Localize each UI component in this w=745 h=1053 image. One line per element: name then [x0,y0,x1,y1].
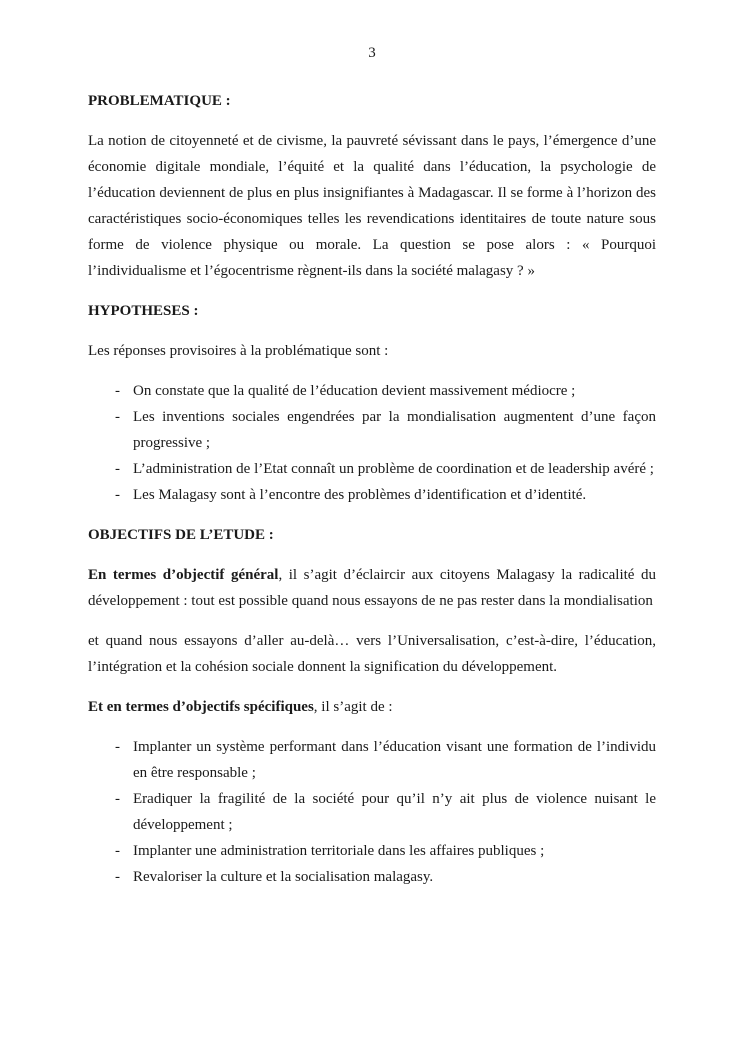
dash-marker: - [115,791,120,807]
list-item-text: Eradiquer la fragilité de la société pour qu’il n’y ait plus de violence nuisant le développement ; [133,791,656,833]
dash-marker: - [115,487,120,503]
list-item-text: L’administration de l’Etat connaît un problème de coordination et de leadership avéré ; [133,461,654,477]
section-heading-hypotheses: HYPOTHESES : [88,303,199,319]
section-heading-objectifs: OBJECTIFS DE L’ETUDE : [88,527,274,543]
objectif-general-bold-lead: En termes d’objectif général [88,567,279,583]
hypotheses-list [88,378,656,508]
page-number: 3 [368,45,376,61]
list-item [115,456,656,482]
list-item-text: Implanter une administration territoriale dans les affaires publiques ; [133,843,545,859]
objectif-general-text: , il s’agit d’éclaircir aux citoyens Malagasy la radicalité du développement : tout est possible quand nous essayons de ne pas rester dans la mondialisation [88,567,656,609]
list-item [115,838,656,864]
objectifs-specifiques-bold-lead: Et en termes d’objectifs spécifiques [88,699,314,715]
list-item [115,482,656,508]
list-item-text: Les inventions sociales engendrées par la mondialisation augmentent d’une façon progressive ; [133,409,656,451]
list-item-text: Implanter un système performant dans l’éducation visant une formation de l’individu en être responsable ; [133,739,656,781]
objectifs-specifiques-text: , il s’agit de : [313,699,393,715]
dash-marker: - [115,739,120,755]
objectif-general-paragraph [88,562,656,614]
universalisation-paragraph: et quand nous essayons d’aller au-delà… vers l’Universalisation, c’est-à-dire, l’éducation, l’intégration et la cohésion sociale donnent la signification du développement. [88,633,656,675]
dash-marker: - [115,461,120,477]
dash-marker: - [115,869,120,885]
list-item [115,864,656,890]
dash-marker: - [115,843,120,859]
list-item [115,404,656,456]
objectifs-specifiques-list [88,734,656,890]
dash-marker: - [115,383,120,399]
problematique-paragraph: La notion de citoyenneté et de civisme, la pauvreté sévissant dans le pays, l’émergence d’une économie digitale mondiale, l’équité et la qualité dans l’éducation, la psychologie de l’éducation deviennent de plus en plus insignifiantes à Madagascar. Il se forme à l’horizon des caractéristiques socio-économiques telles les revendications identitaires de toute nature sous forme de violence physique ou morale. La question se pose alors : « Pourquoi l’individualisme et l’égocentrisme règnent-ils dans la société malagasy ? » [88,133,656,279]
list-item [115,734,656,786]
list-item-text: Revaloriser la culture et la socialisation malagasy. [133,869,434,885]
list-item-text: On constate que la qualité de l’éducation devient massivement médiocre ; [133,383,576,399]
objectifs-specifiques-paragraph [88,694,656,720]
list-item [115,786,656,838]
list-item-text: Les Malagasy sont à l’encontre des problèmes d’identification et d’identité. [133,487,587,503]
hypotheses-intro: Les réponses provisoires à la problématique sont : [88,343,389,359]
dash-marker: - [115,409,120,425]
list-item [115,378,656,404]
section-heading-problematique: PROBLEMATIQUE : [88,93,231,109]
